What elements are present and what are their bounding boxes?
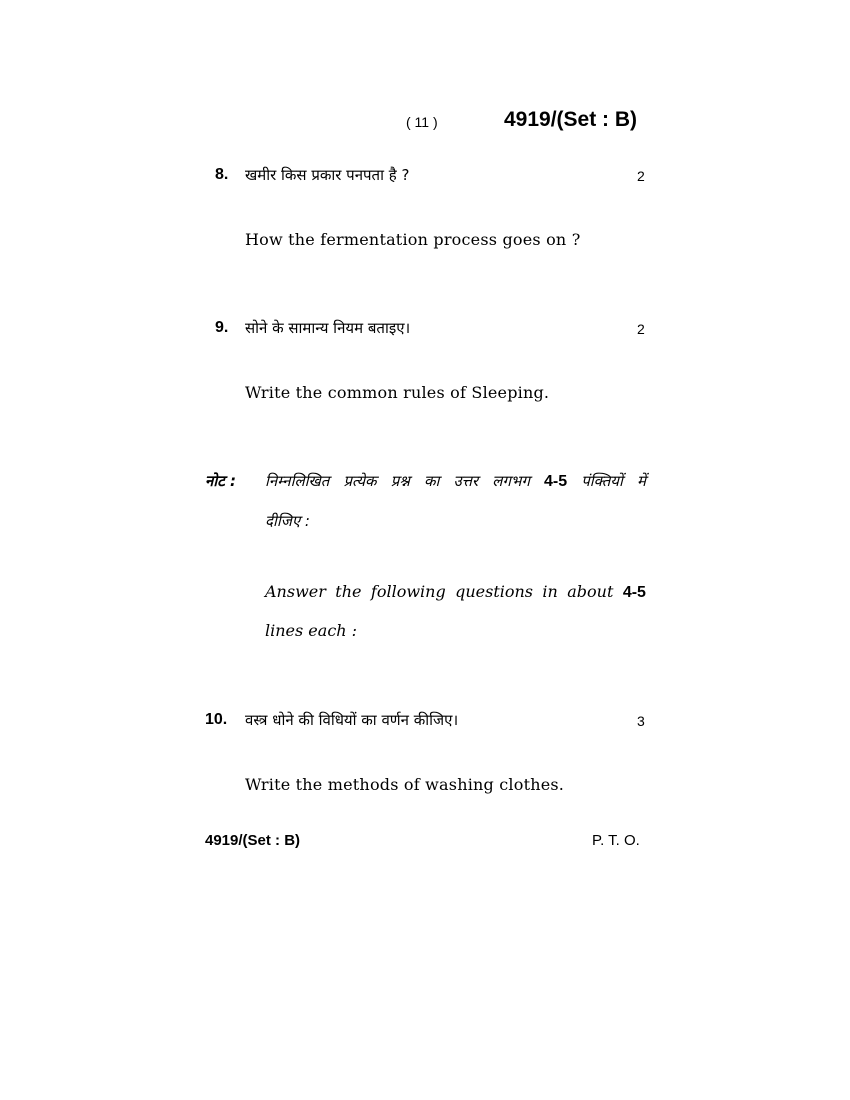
note-word: प्रत्येक: [343, 472, 377, 490]
note-word: about: [567, 582, 614, 601]
note-hindi-line: [265, 471, 646, 491]
note-word: का: [423, 472, 440, 490]
question-number: 10.: [205, 711, 228, 728]
note-english-line: [265, 582, 646, 602]
note-label: नोट :: [205, 472, 236, 490]
note-word: प्रश्न: [390, 472, 410, 490]
note-word: Answer: [265, 582, 326, 601]
note-word: following: [370, 582, 446, 601]
note-word: निम्नलिखित: [265, 472, 330, 490]
pto-label: P. T. O.: [592, 832, 640, 849]
question-marks: 2: [637, 168, 645, 184]
question-english-text: How the fermentation process goes on ?: [245, 230, 581, 249]
question-english-text: Write the methods of washing clothes.: [245, 775, 565, 794]
paper-code: 4919/(Set : B): [504, 108, 638, 131]
note-word: the: [335, 582, 362, 601]
question-hindi-text: खमीर किस प्रकार पनपता है ?: [245, 166, 410, 184]
question-hindi-text: वस्त्र धोने की विधियों का वर्णन कीजिए।: [245, 711, 459, 729]
note-word: में: [636, 472, 646, 490]
page-number: ( 11 ): [406, 114, 438, 130]
note-word: questions: [455, 582, 534, 601]
note-word: पंक्तियों: [581, 472, 623, 490]
note-word: in: [542, 582, 558, 601]
question-marks: 3: [637, 713, 645, 729]
note-word: 4-5: [622, 584, 646, 601]
question-number: 8.: [215, 166, 229, 183]
question-number: 9.: [215, 319, 229, 336]
footer-paper-code: 4919/(Set : B): [205, 832, 301, 849]
question-marks: 2: [637, 321, 645, 337]
note-english-line2: lines each :: [265, 621, 358, 640]
note-hindi-line2: दीजिए :: [265, 512, 310, 530]
note-word: उत्तर: [453, 472, 479, 490]
note-word: लगभग: [492, 472, 530, 490]
note-word: 4-5: [544, 473, 568, 490]
question-english-text: Write the common rules of Sleeping.: [245, 383, 550, 402]
question-hindi-text: सोने के सामान्य नियम बताइए।: [245, 319, 411, 337]
